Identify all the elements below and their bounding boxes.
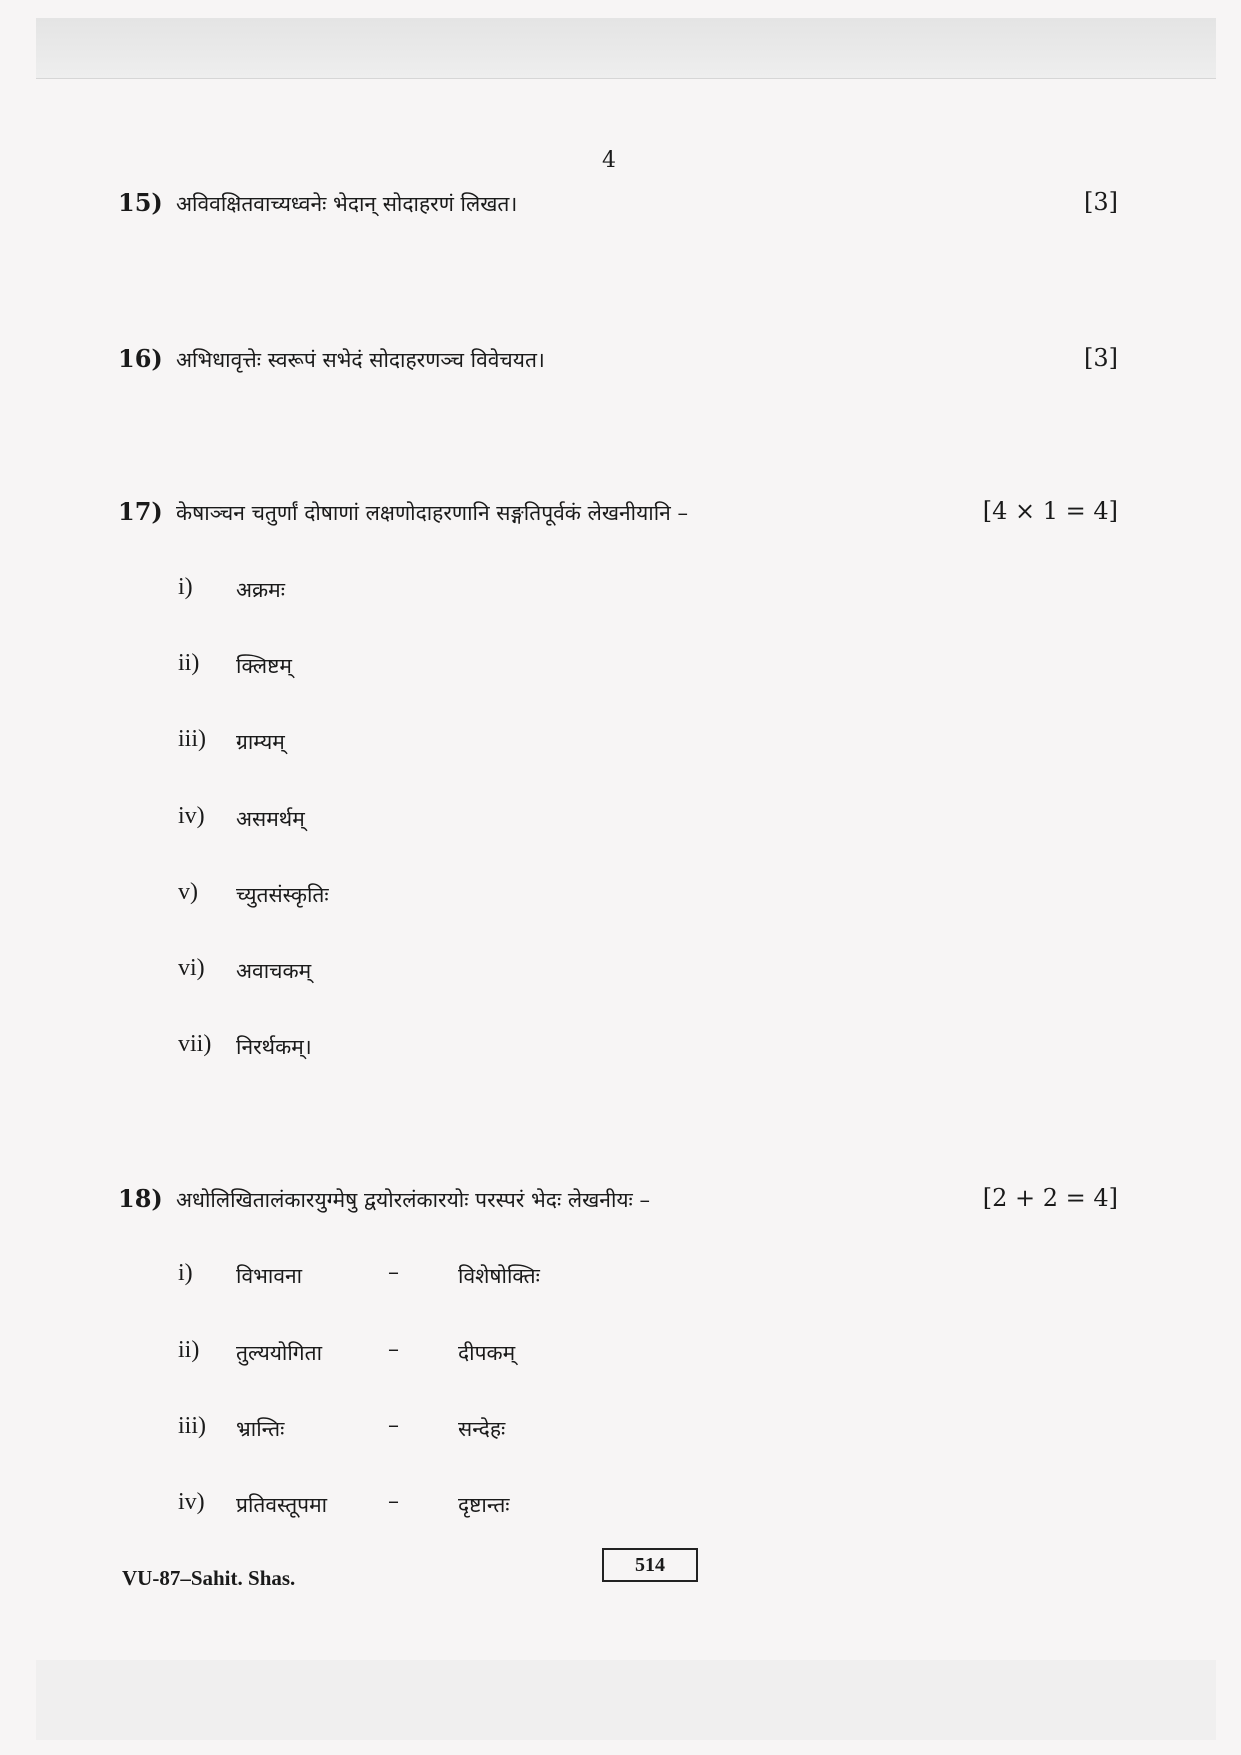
question-number: 18) xyxy=(118,1184,163,1213)
pair-dash: – xyxy=(388,1260,399,1285)
question-marks: [2 + 2 = 4] xyxy=(982,1184,1118,1212)
page-serial-box: 514 xyxy=(602,1548,698,1582)
pair-right-term: दृष्टान्तः xyxy=(458,1493,510,1517)
pair-numeral: iii) xyxy=(178,1413,206,1439)
option-text: असमर्थम् xyxy=(236,807,305,831)
pair-numeral: i) xyxy=(178,1260,193,1286)
question-marks: [4 × 1 = 4] xyxy=(982,497,1118,525)
pair-left-term: प्रतिवस्तूपमा xyxy=(236,1493,328,1517)
option-text: ग्राम्यम् xyxy=(236,730,285,754)
pair-numeral: iv) xyxy=(178,1489,205,1515)
pair-dash: – xyxy=(388,1489,399,1514)
question-text: अधोलिखितालंकारयुग्मेषु द्वयोरलंकारयोः परस्परं भेदः लेखनीयः – xyxy=(176,1188,650,1212)
question-number: 17) xyxy=(118,497,163,526)
question-text: केषाञ्चन चतुर्णां दोषाणां लक्षणोदाहरणानि सङ्गतिपूर्वकं लेखनीयानि – xyxy=(176,501,689,525)
option-text: च्युतसंस्कृतिः xyxy=(236,883,329,907)
option-text: क्लिष्टम् xyxy=(236,654,292,678)
scan-top-band xyxy=(36,18,1216,79)
option-numeral: i) xyxy=(178,574,193,600)
paper-code: VU-87–Sahit. Shas. xyxy=(122,1566,296,1590)
question-number: 15) xyxy=(118,188,163,217)
pair-left-term: विभावना xyxy=(236,1264,303,1288)
question-marks: [3] xyxy=(1084,188,1118,216)
option-numeral: vii) xyxy=(178,1031,212,1057)
option-numeral: iii) xyxy=(178,726,206,752)
question-marks: [3] xyxy=(1084,344,1118,372)
question-text: अविवक्षितवाच्यध्वनेः भेदान् सोदाहरणं लिखत। xyxy=(176,192,518,216)
pair-dash: – xyxy=(388,1413,399,1438)
option-numeral: iv) xyxy=(178,803,205,829)
pair-dash: – xyxy=(388,1337,399,1362)
option-text: निरर्थकम्। xyxy=(236,1035,312,1059)
pair-left-term: तुल्ययोगिता xyxy=(236,1341,323,1365)
pair-numeral: ii) xyxy=(178,1337,200,1363)
option-numeral: vi) xyxy=(178,955,205,981)
pair-left-term: भ्रान्तिः xyxy=(236,1417,285,1441)
option-text: अवाचकम् xyxy=(236,959,312,983)
pair-right-term: विशेषोक्तिः xyxy=(458,1264,540,1288)
question-number: 16) xyxy=(118,344,163,373)
scan-bottom-band xyxy=(36,1660,1216,1740)
pair-right-term: दीपकम् xyxy=(458,1341,516,1365)
option-text: अक्रमः xyxy=(236,578,285,602)
option-numeral: ii) xyxy=(178,650,200,676)
pair-right-term: सन्देहः xyxy=(458,1417,506,1441)
page-number: 4 xyxy=(602,148,616,173)
option-numeral: v) xyxy=(178,879,198,905)
question-text: अभिधावृत्तेः स्वरूपं सभेदं सोदाहरणञ्च विवेचयत। xyxy=(176,348,545,372)
